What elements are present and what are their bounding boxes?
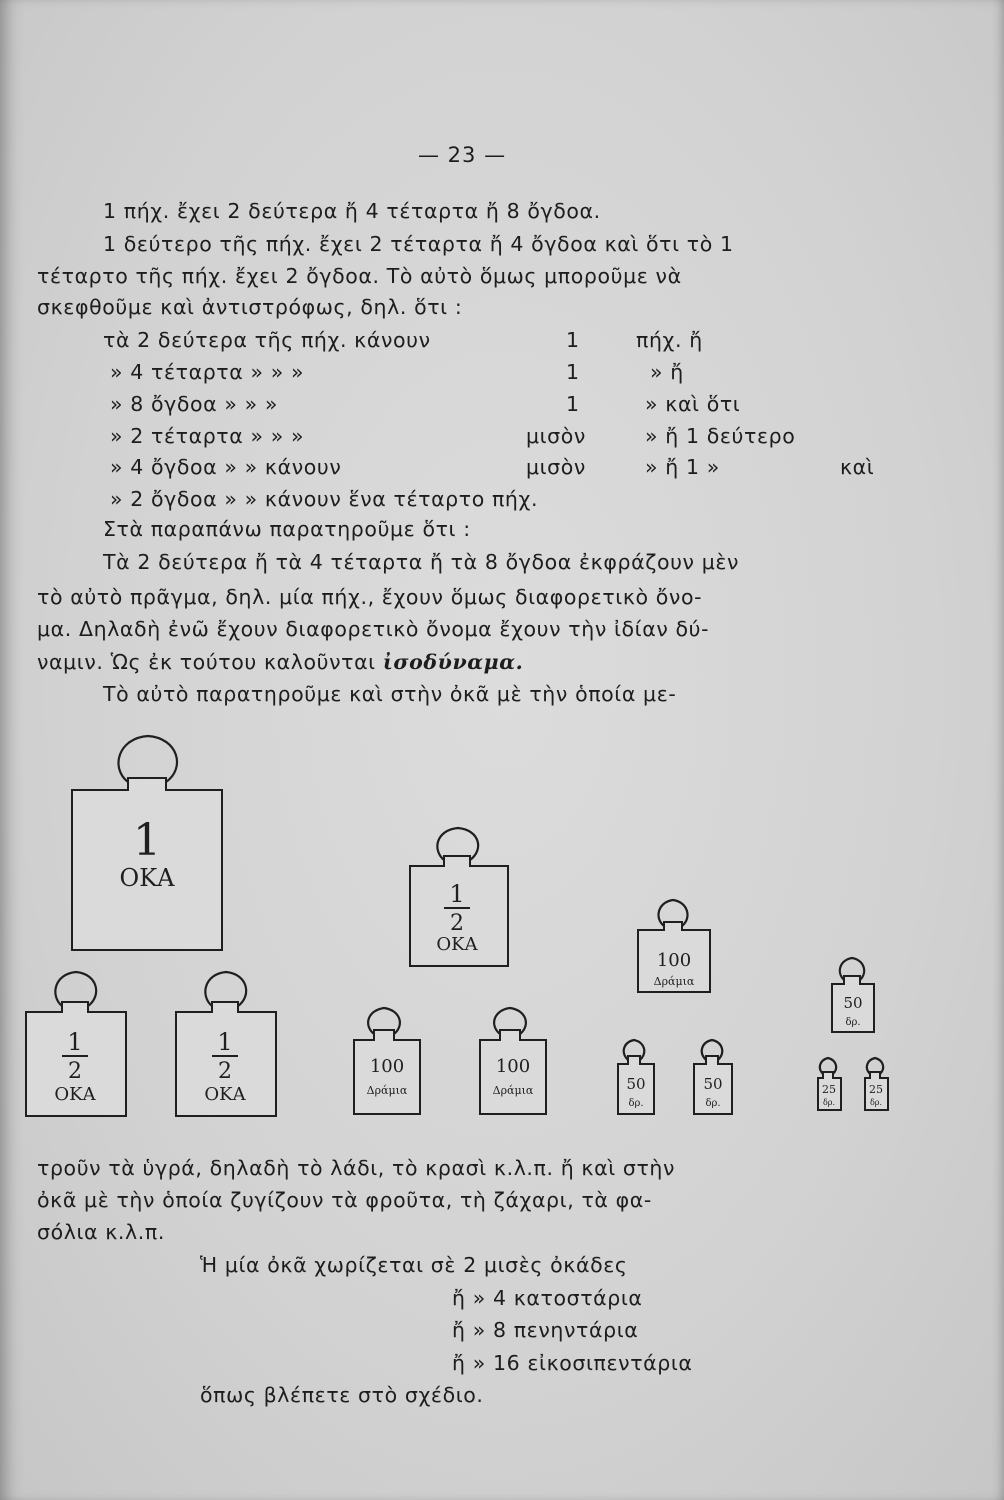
weight-100-drams xyxy=(480,1008,546,1114)
text-line: σκεφθοῦμε καὶ ἀντιστρόφως, δηλ. ὅτι : xyxy=(37,295,463,319)
weight-label: 2 xyxy=(218,1059,232,1084)
weight-25-drams xyxy=(818,1058,841,1110)
text-line: Τὰ 2 δεύτερα ἤ τὰ 4 τέταρτα ἤ τὰ 8 ὄγδοα ἐκφράζουν μὲν xyxy=(103,550,740,574)
weight-label: δρ. xyxy=(822,1098,836,1107)
page-number: — 23 — xyxy=(418,143,507,167)
weight-label: 2 xyxy=(68,1059,82,1084)
weight-label: 50 xyxy=(843,994,863,1012)
weight-label: 50 xyxy=(626,1075,646,1093)
text-line: τροῦν τὰ ὑγρά, δηλαδὴ τὸ λάδι, τὸ κρασὶ κ.λ.π. ἤ καὶ στὴν xyxy=(37,1156,676,1180)
weight-label: Δράμια xyxy=(366,1084,408,1097)
weight-label: ΟΚΑ xyxy=(119,864,175,892)
weight-100-drams xyxy=(638,900,710,992)
weight-label: δρ. xyxy=(869,1098,883,1107)
text-line: σόλια κ.λ.π. xyxy=(37,1220,165,1244)
weight-label: 50 xyxy=(703,1075,723,1093)
weight-label: ΟΚΑ xyxy=(204,1084,246,1105)
weight-label: 100 xyxy=(495,1056,531,1077)
text-span: ναμιν. Ὡς ἐκ τούτου καλοῦνται xyxy=(37,650,376,674)
weight-one-oka xyxy=(72,736,222,950)
text-line: ἤ » 16 εἰκοσιπεντάρια xyxy=(452,1351,693,1375)
text-line: Ἡ μία ὀκᾶ χωρίζεται σὲ 2 μισὲς ὀκάδες xyxy=(200,1253,628,1277)
table-row-1-col-a: τὰ 2 δεύτερα τῆς πήχ. κάνουν xyxy=(103,328,431,352)
table-row-1-col-b: 1 xyxy=(566,328,580,352)
weight-half-oka xyxy=(26,972,126,1116)
weight-label: 1 xyxy=(217,1028,233,1056)
table-row-3-col-c: » καὶ ὅτι xyxy=(645,392,741,416)
weight-label: 25 xyxy=(869,1083,883,1096)
text-line: 1 δεύτερο τῆς πήχ. ἔχει 2 τέταρτα ἤ 4 ὄγδοα καὶ ὅτι τὸ 1 xyxy=(103,232,734,256)
weight-label: δρ. xyxy=(845,1017,861,1028)
weight-50-drams xyxy=(694,1040,732,1114)
weight-label: 2 xyxy=(450,911,464,936)
weight-label: 100 xyxy=(656,950,692,971)
text-line: μα. Δηλαδὴ ἐνῶ ἔχουν διαφορετικὸ ὄνομα ἔχουν τὴν ἰδίαν δύ- xyxy=(37,617,710,641)
text-line: Στὰ παραπάνω παρατηροῦμε ὅτι : xyxy=(103,517,471,541)
weight-label: ΟΚΑ xyxy=(54,1084,96,1105)
table-row-3-col-a: » 8 ὄγδοα » » » xyxy=(110,392,279,416)
weight-label: ΟΚΑ xyxy=(436,934,478,955)
table-row-2-col-b: 1 xyxy=(566,360,580,384)
weight-label: 1 xyxy=(449,880,465,908)
weight-label: δρ. xyxy=(628,1098,644,1109)
weight-50-drams xyxy=(832,958,874,1032)
table-row-1-col-c: πήχ. ἤ xyxy=(636,328,703,352)
table-row-2-col-a: » 4 τέταρτα » » » xyxy=(110,360,305,384)
text-line: ἤ » 4 κατοστάρια xyxy=(452,1286,643,1310)
emphasis-term: ἰσοδύναμα. xyxy=(382,650,524,674)
table-row-4-col-b: μισὸν xyxy=(526,424,586,448)
text-line: ὀκᾶ μὲ τὴν ὁποία ζυγίζουν τὰ φροῦτα, τὴ ζάχαρι, τὰ φα- xyxy=(37,1188,652,1212)
table-row-5-col-a: » 4 ὄγδοα » » κάνουν xyxy=(110,455,342,479)
text-line: τέταρτο τῆς πήχ. ἔχει 2 ὄγδοα. Τὸ αὐτὸ ὅμως μποροῦμε νὰ xyxy=(37,264,682,288)
weight-label: δρ. xyxy=(705,1098,721,1109)
weight-label: 100 xyxy=(369,1056,405,1077)
table-row-6-col-a: » 2 ὄγδοα » » κάνουν ἕνα τέταρτο πήχ. xyxy=(110,487,539,511)
table-row-3-col-b: 1 xyxy=(566,392,580,416)
weight-label: 1 xyxy=(133,815,161,866)
table-row-2-col-c: » ἤ xyxy=(650,360,684,384)
table-row-5-col-c: » ἤ 1 » xyxy=(645,455,720,479)
weight-label: 1 xyxy=(67,1028,83,1056)
text-line: 1 πήχ. ἔχει 2 δεύτερα ἤ 4 τέταρτα ἤ 8 ὄγδοα. xyxy=(103,199,601,223)
table-row-5-col-d: καὶ xyxy=(840,455,875,479)
text-line: Τὸ αὐτὸ παρατηροῦμε καὶ στὴν ὀκᾶ μὲ τὴν ὁποία με- xyxy=(103,682,677,706)
weight-half-oka xyxy=(410,828,508,966)
weight-label: Δράμια xyxy=(492,1084,534,1097)
weight-half-oka xyxy=(176,972,276,1116)
weight-100-drams xyxy=(354,1008,420,1114)
text-line: ὅπως βλέπετε στὸ σχέδιο. xyxy=(200,1383,484,1407)
table-row-4-col-c: » ἤ 1 δεύτερο xyxy=(645,424,796,448)
table-row-4-col-a: » 2 τέταρτα » » » xyxy=(110,424,305,448)
weight-label: 25 xyxy=(822,1083,836,1096)
text-line: ἤ » 8 πενηντάρια xyxy=(452,1318,639,1342)
table-row-5-col-b: μισὸν xyxy=(526,455,586,479)
weight-label: Δράμια xyxy=(653,975,695,988)
weight-25-drams xyxy=(865,1058,888,1110)
weight-50-drams xyxy=(618,1040,654,1114)
text-line: τὸ αὐτὸ πρᾶγμα, δηλ. μία πήχ., ἔχουν ὅμως διαφορετικὸ ὄνο- xyxy=(37,585,703,609)
